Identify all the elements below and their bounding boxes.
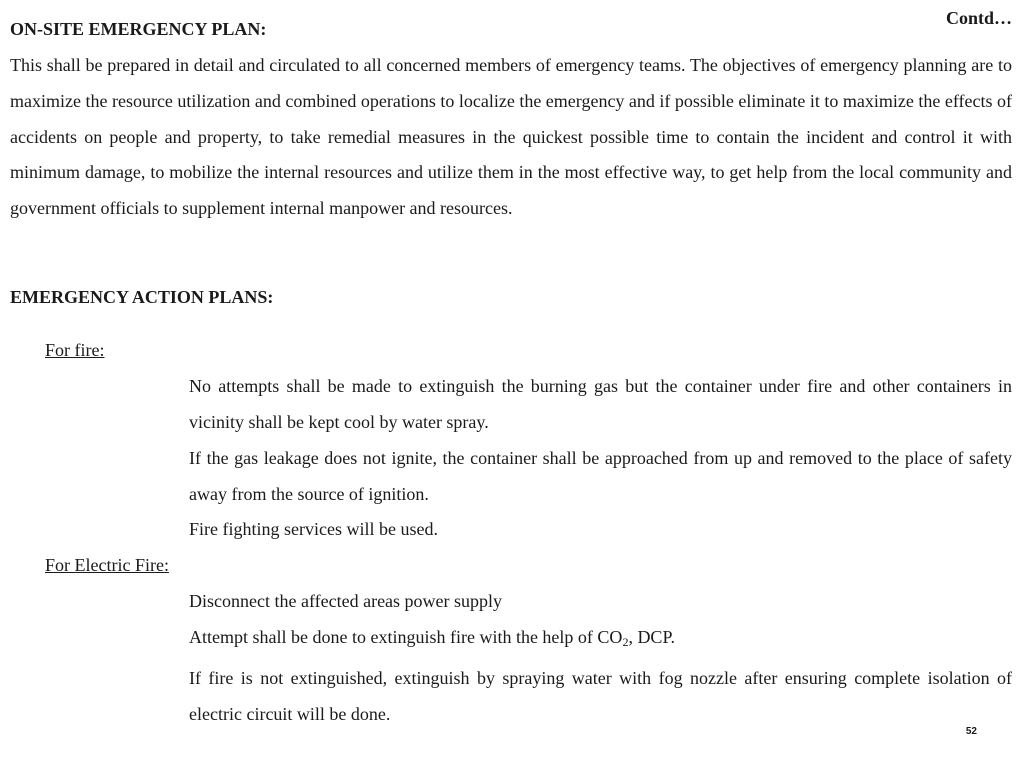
electric-item-3: If fire is not extinguished, extinguish by spraying water with fog nozzle after ensuring complete isolation of electric circuit will be done. (189, 668, 1012, 724)
subheading-for-fire: For fire: (45, 340, 105, 360)
fire-item-2: If the gas leakage does not ignite, the container shall be approached from up and removed to the place of safety away from the source of ignition. (189, 448, 1012, 504)
contd-label: Contd… (945, 8, 1012, 28)
onsite-plan-paragraph: This shall be prepared in detail and circulated to all concerned members of emergency teams. The objectives of emergency planning are to maximize the resource utilization and combined operations to localize the emergency and if possible eliminate it to maximize the effects of accidents on people and property, to take remedial measures in the quickest possible time to contain the incident and control it with minimum damage, to mobilize the internal resources and utilize them in the most effective way, to get help from the local community and government officials to supplement internal manpower and resources. (10, 55, 1012, 219)
fire-item-3: Fire fighting services will be used. (189, 519, 438, 539)
electric-item-1: Disconnect the affected areas power supply (189, 591, 503, 611)
page-number: 52 (965, 726, 977, 737)
fire-item-1: No attempts shall be made to extinguish the burning gas but the container under fire and other containers in vicinity shall be kept cool by water spray. (189, 376, 1012, 432)
electric-item-2-text: Attempt shall be done to extinguish fire with the help of CO (189, 627, 623, 647)
section-title-onsite-plan: ON-SITE EMERGENCY PLAN: (10, 19, 267, 39)
electric-item-2-tail: , DCP. (628, 627, 675, 647)
section-title-action-plans: EMERGENCY ACTION PLANS: (10, 287, 274, 307)
subheading-for-electric-fire: For Electric Fire: (45, 555, 169, 575)
co2-subscript: 2 (622, 635, 629, 649)
electric-item-2 (189, 620, 1012, 656)
